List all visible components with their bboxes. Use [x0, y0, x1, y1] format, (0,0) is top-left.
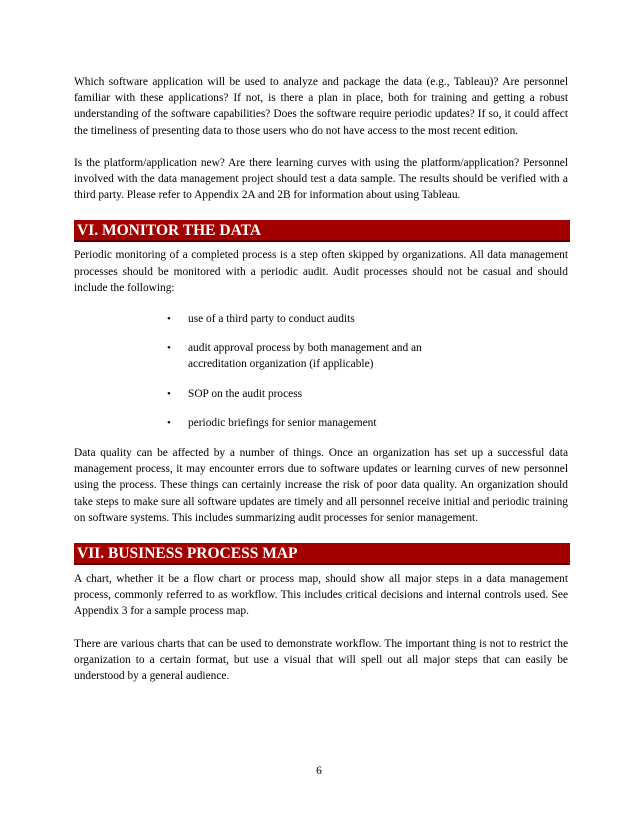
bullet-icon: • — [167, 342, 171, 355]
list-item-text: periodic briefings for senior management — [188, 416, 377, 429]
paragraph-platform-new: Is the platform/application new? Are there learning curves with using the platform/application? Personnel involved with the data management project should test a data sample. The results should be verified with a third party. Please refer to Appendix 2A and 2B for information about using Tableau. — [74, 156, 568, 202]
audit-bullet-list — [74, 311, 568, 431]
bullet-icon: • — [167, 416, 171, 429]
paragraph-chart-workflow: A chart, whether it be a flow chart or process map, should show all major steps in a data management process, commonly referred to as workflow. This includes critical decisions and internal controls used. See Appendix 3 for a sample process map. — [74, 573, 568, 618]
paragraph-various-charts: There are various charts that can be used to demonstrate workflow. The important thing is not to restrict the organization to a certain format, but use a visual that will spell out all major steps that can easily be understood by a general audience. — [74, 637, 568, 683]
list-item-text: SOP on the audit process — [188, 387, 303, 400]
paragraph-software-application: Which software application will be used to analyze and package the data (e.g., Tableau)? Are personnel familiar with these applications? If not, is there a plan in place, both for training and getting a robust understanding of the software capabilities? Does the software require periodic updates? If so, it could affect the timeliness of presenting data to those users who do not have access to the most recent edition. — [74, 76, 568, 137]
paragraph-periodic-monitoring: Periodic monitoring of a completed process is a step often skipped by organizations. All data management processes should be monitored with a periodic audit. Audit processes should not be casual and should include the following: — [74, 249, 568, 294]
paragraph-data-quality: Data quality can be affected by a number of things. Once an organization has set up a successful data management process, it may encounter errors due to software updates or learning curves of new personnel using the process. These things can certainly increase the risk of poor data quality. An organization should take steps to make sure all software updates are timely and all personnel receive initial and periodic training on software systems. This includes summarizing audit processes for senior management. — [74, 447, 568, 524]
list-item — [74, 311, 468, 327]
section-header-business-process-map: VII. BUSINESS PROCESS MAP — [74, 543, 570, 565]
section-header-monitor-the-data: VI. MONITOR THE DATA — [74, 220, 570, 242]
page-number: 6 — [316, 765, 322, 777]
list-item — [74, 415, 468, 431]
list-item-text: use of a third party to conduct audits — [188, 313, 355, 326]
list-item-text: audit approval process by both management and an accreditation organization (if applicable) — [188, 342, 422, 371]
document-page — [74, 74, 568, 684]
bullet-icon: • — [167, 387, 171, 400]
list-item — [74, 386, 468, 402]
list-item — [74, 340, 468, 372]
bullet-icon: • — [167, 313, 171, 326]
